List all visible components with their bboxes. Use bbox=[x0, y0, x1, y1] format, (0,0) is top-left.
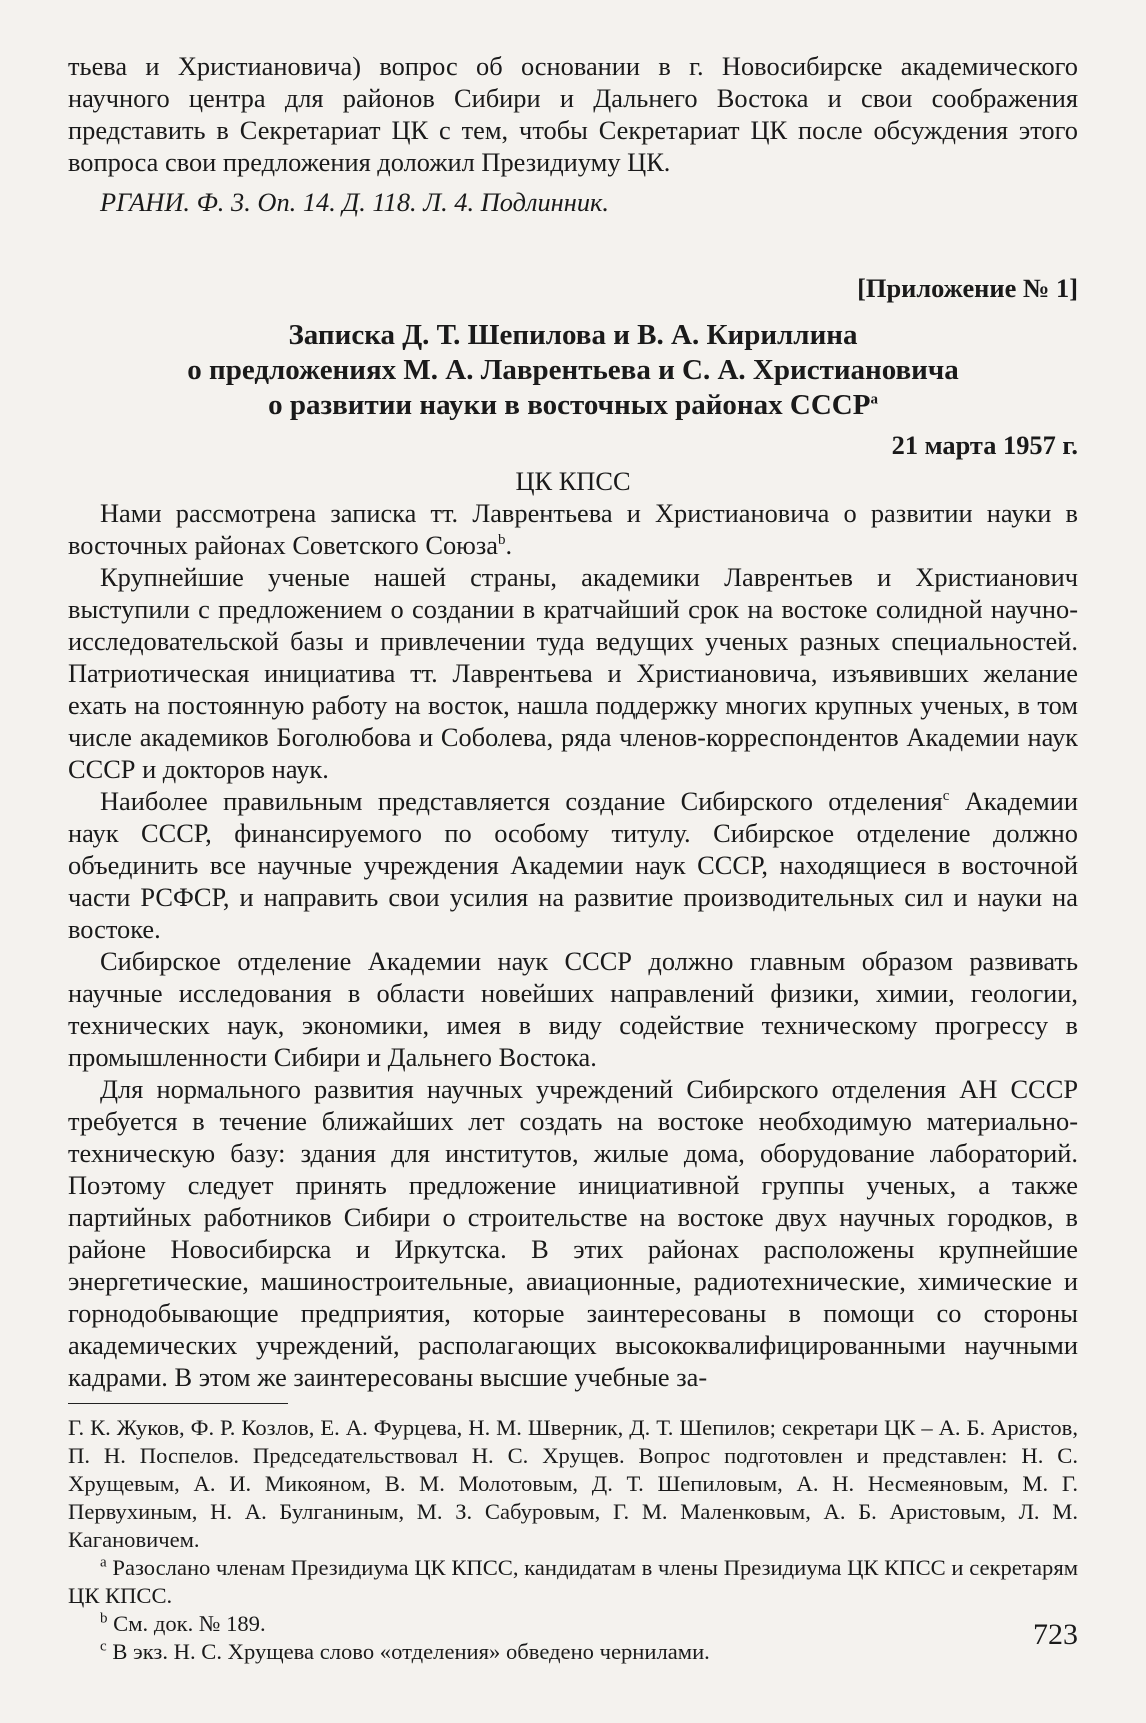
paragraph-5: Для нормального развития научных учреждений Сибирского отделения АН СССР требуется в течение ближайших лет создать на востоке необходимую материально-техническую базу: здания для институтов, жилые дома, оборудование лабораторий. Поэтому следует принять предложение инициативной группы ученых, а также партийных работников Сибири о строительстве на востоке двух научных городков, в районе Новосибирска и Иркутска. В этих районах расположены крупнейшие энергетические, машиностроительные, авиационные, радиотехнические, химические и горнодобывающие предприятия, которые заинтересованы в помощи со стороны академических учреждений, располагающих высококвалифицированными научными кадрами. В этом же заинтересованы высшие учебные за- bbox=[68, 1074, 1078, 1392]
footnotes bbox=[68, 1414, 1078, 1666]
footnote-ref-c: c bbox=[942, 788, 950, 805]
footnote-ref-a: a bbox=[870, 391, 878, 408]
paragraph-4: Сибирское отделение Академии наук СССР должно главным образом развивать научные исследования в области новейших направлений физики, химии, геологии, технических наук, экономики, имея в виду содействие техническому прогрессу в промышленности Сибири и Дальнего Востока. bbox=[68, 946, 1078, 1072]
footnote-ref-b: b bbox=[498, 532, 506, 549]
page-number: 723 bbox=[1033, 1618, 1078, 1651]
document-date: 21 марта 1957 г. bbox=[891, 430, 1078, 460]
document-page bbox=[68, 50, 1078, 1666]
paragraph-3: Наиболее правильным представляется создание Сибирского отделения$^c$ Академии наук СССР, финансируемого по особому титулу. Сибирское отделение должно объединить все научные учреждения Академии наук СССР, находящиеся в восточной части РСФСР, и направить свои усилия на развитие производительных сил и науки на востоке. bbox=[68, 786, 1078, 944]
intro-paragraph: тьева и Христиановича) вопрос об основании в г. Новосибирске академического научного центра для районов Сибири и Дальнего Востока и свои соображения представить в Секретариат ЦК с тем, чтобы Секретариат ЦК после обсуждения этого вопроса свои предложения доложил Президиуму ЦК. bbox=[68, 51, 1078, 177]
paragraph-2: Крупнейшие ученые нашей страны, академики Лаврентьев и Христианович выступили с предложением о создании в кратчайший срок на востоке солидной научно-исследовательской базы и привлечении туда ведущих ученых разных специальностей. Патриотическая инициатива тт. Лаврентьева и Христиановича, изъявивших желание ехать на постоянную работу на восток, нашла поддержку многих крупных ученых, в том числе академиков Боголюбова и Соболева, ряда членов-корреспондентов Академии наук СССР и докторов наук. bbox=[68, 562, 1078, 784]
footnote-divider bbox=[68, 1403, 288, 1404]
footnote-a: $^a$ Разослано членам Президиума ЦК КПСС, кандидатам в члены Президиума ЦК КПСС и секретарям ЦК КПСС. bbox=[68, 1554, 1079, 1608]
footnote-continuation: Г. К. Жуков, Ф. Р. Козлов, Е. А. Фурцева, Н. М. Шверник, Д. Т. Шепилов; секретари ЦК – А. Б. Аристов, П. Н. Поспелов. Председательствовал Н. С. Хрущев. Вопрос подготовлен и представлен: Н. С. Хрущевым, А. И. Микояном, В. М. Молотовым, Д. Т. Шепиловым, А. Н. Несмеяновым, М. Г. Первухиным, Н. А. Булганиным, М. З. Сабуровым, Г. М. Маленковым, А. Б. Аристовым, Л. М. Кагановичем. bbox=[68, 1415, 1078, 1552]
title-line-3: о развитии науки в восточных районах СССР$^a$ bbox=[268, 389, 878, 421]
appendix-label: [Приложение № 1] bbox=[857, 273, 1078, 303]
archive-source: РГАНИ. Ф. 3. Оп. 14. Д. 118. Л. 4. Подлинник. bbox=[100, 187, 609, 217]
footnote-b: $^b$ См. док. № 189. bbox=[100, 1610, 266, 1636]
paragraph-1: Нами рассмотрена записка тт. Лаврентьева и Христиановича о развитии науки в восточных районах Советского Союза$^b$. bbox=[68, 498, 1078, 560]
footnote-c: $^c$ В экз. Н. С. Хрущева слово «отделения» обведено чернилами. bbox=[100, 1638, 710, 1664]
title-line-1: Записка Д. Т. Шепилова и В. А. Кириллина bbox=[288, 319, 858, 351]
title-line-2: о предложениях М. А. Лаврентьева и С. А. Христиановича bbox=[187, 354, 959, 386]
document-title bbox=[68, 318, 1078, 423]
addressee: ЦК КПСС bbox=[515, 466, 631, 496]
